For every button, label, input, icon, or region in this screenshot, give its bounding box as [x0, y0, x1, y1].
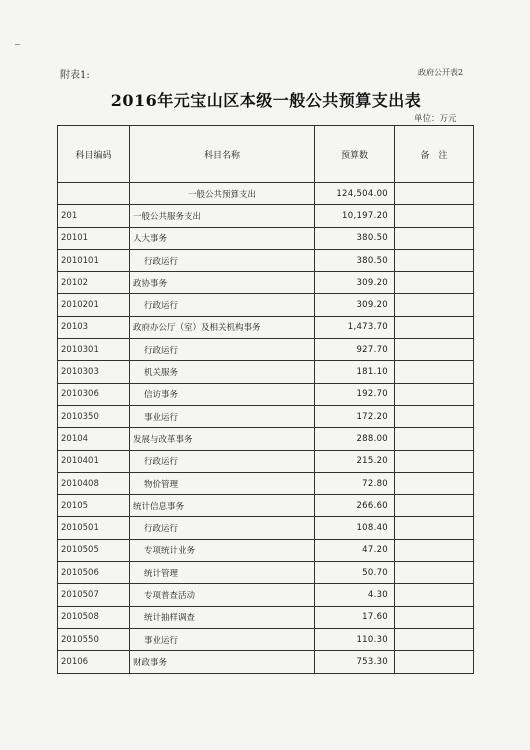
public-number: 政府公开表2: [418, 68, 464, 77]
row-code: 2010401: [58, 450, 130, 472]
table-row: [58, 517, 474, 539]
row-code: 2010550: [58, 628, 130, 650]
row-note: [395, 517, 474, 539]
row-name: 专项统计业务: [130, 539, 315, 561]
table-row: [58, 450, 474, 472]
row-amount: 72.80: [315, 472, 395, 494]
unit-label: 单位：万元: [414, 114, 457, 124]
row-note: [395, 651, 474, 673]
row-code: [58, 183, 130, 205]
row-amount: 288.00: [315, 428, 395, 450]
budget-table: [57, 125, 474, 674]
row-name: 行政运行: [130, 339, 315, 361]
table-row: [58, 606, 474, 628]
row-code: 20106: [58, 651, 130, 673]
row-name: 行政运行: [130, 294, 315, 316]
row-code: 20103: [58, 316, 130, 338]
row-amount: 17.60: [315, 606, 395, 628]
row-code: 2010306: [58, 383, 130, 405]
table-row: [58, 472, 474, 494]
attachment-label: 附表1:: [60, 70, 90, 81]
row-name: 机关服务: [130, 361, 315, 383]
row-code: 2010505: [58, 539, 130, 561]
row-name: 政协事务: [130, 272, 315, 294]
table-row: [58, 205, 474, 227]
table-row: [58, 628, 474, 650]
column-header-code: 科目编码: [58, 126, 130, 183]
row-amount: 927.70: [315, 339, 395, 361]
row-code: 2010507: [58, 584, 130, 606]
row-name: 信访事务: [130, 383, 315, 405]
row-amount: 47.20: [315, 539, 395, 561]
row-note: [395, 539, 474, 561]
row-code: 2010201: [58, 294, 130, 316]
scan-mark: [15, 44, 20, 45]
table-row: [58, 428, 474, 450]
row-amount: 181.10: [315, 361, 395, 383]
row-amount: 266.60: [315, 495, 395, 517]
row-name: 一般公共预算支出: [130, 183, 315, 205]
row-amount: 110.30: [315, 628, 395, 650]
row-name: 政府办公厅（室）及相关机构事务: [130, 316, 315, 338]
row-note: [395, 628, 474, 650]
row-name: 事业运行: [130, 628, 315, 650]
row-amount: 753.30: [315, 651, 395, 673]
row-name: 统计信息事务: [130, 495, 315, 517]
row-amount: 108.40: [315, 517, 395, 539]
row-code: 20101: [58, 227, 130, 249]
row-amount: 192.70: [315, 383, 395, 405]
column-header-name: 科目名称: [130, 126, 315, 183]
table-header-row: [58, 126, 474, 183]
table-row: [58, 316, 474, 338]
row-note: [395, 383, 474, 405]
row-code: 2010506: [58, 562, 130, 584]
row-note: [395, 227, 474, 249]
row-code: 20104: [58, 428, 130, 450]
table-row: [58, 361, 474, 383]
row-amount: 215.20: [315, 450, 395, 472]
row-amount: 50.70: [315, 562, 395, 584]
row-name: 一般公共服务支出: [130, 205, 315, 227]
row-note: [395, 584, 474, 606]
table-row: [58, 249, 474, 271]
table-row: [58, 562, 474, 584]
row-note: [395, 316, 474, 338]
row-amount: 1,473.70: [315, 316, 395, 338]
page-title: 2016年元宝山区本级一般公共预算支出表: [110, 91, 422, 110]
row-note: [395, 472, 474, 494]
row-name: 发展与改革事务: [130, 428, 315, 450]
table-row: [58, 383, 474, 405]
row-amount: 380.50: [315, 249, 395, 271]
row-note: [395, 495, 474, 517]
row-name: 统计管理: [130, 562, 315, 584]
row-note: [395, 249, 474, 271]
table-row: [58, 294, 474, 316]
table-row: [58, 339, 474, 361]
column-header-amount: 预算数: [315, 126, 395, 183]
row-note: [395, 183, 474, 205]
row-amount: 380.50: [315, 227, 395, 249]
row-note: [395, 294, 474, 316]
row-code: 2010408: [58, 472, 130, 494]
row-name: 物价管理: [130, 472, 315, 494]
row-code: 20102: [58, 272, 130, 294]
row-amount: 10,197.20: [315, 205, 395, 227]
table-row: [58, 539, 474, 561]
row-code: 2010301: [58, 339, 130, 361]
row-name: 行政运行: [130, 249, 315, 271]
row-code: 201: [58, 205, 130, 227]
table-row: [58, 651, 474, 673]
row-note: [395, 450, 474, 472]
row-name: 人大事务: [130, 227, 315, 249]
row-name: 统计抽样调查: [130, 606, 315, 628]
row-note: [395, 428, 474, 450]
row-name: 行政运行: [130, 517, 315, 539]
table-row: [58, 272, 474, 294]
row-code: 2010501: [58, 517, 130, 539]
row-note: [395, 361, 474, 383]
row-code: 2010101: [58, 249, 130, 271]
table-row: [58, 183, 474, 205]
row-amount: 4.30: [315, 584, 395, 606]
table-row: [58, 495, 474, 517]
row-amount: 172.20: [315, 405, 395, 427]
row-note: [395, 562, 474, 584]
row-note: [395, 339, 474, 361]
row-name: 行政运行: [130, 450, 315, 472]
row-code: 20105: [58, 495, 130, 517]
row-amount: 124,504.00: [315, 183, 395, 205]
column-header-note: 备 注: [395, 126, 474, 183]
row-note: [395, 272, 474, 294]
row-name: 事业运行: [130, 405, 315, 427]
row-note: [395, 405, 474, 427]
row-name: 财政事务: [130, 651, 315, 673]
row-note: [395, 606, 474, 628]
table-row: [58, 405, 474, 427]
table-body: [58, 183, 474, 674]
row-code: 2010350: [58, 405, 130, 427]
row-amount: 309.20: [315, 272, 395, 294]
row-code: 2010303: [58, 361, 130, 383]
table-row: [58, 584, 474, 606]
row-code: 2010508: [58, 606, 130, 628]
row-amount: 309.20: [315, 294, 395, 316]
row-name: 专项普查活动: [130, 584, 315, 606]
table-row: [58, 227, 474, 249]
row-note: [395, 205, 474, 227]
